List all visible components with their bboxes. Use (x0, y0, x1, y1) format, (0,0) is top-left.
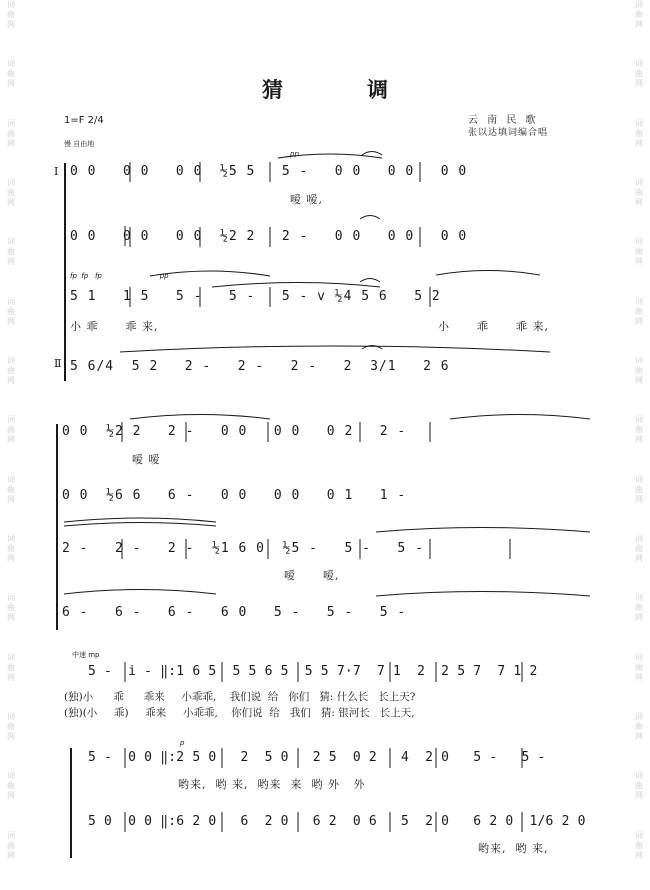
watermark-char: 网 (635, 731, 643, 741)
watermark-char: 词 (635, 533, 643, 543)
watermark-char: 网 (635, 494, 643, 504)
lyric-line: 小 乖 乖 来, (70, 320, 159, 333)
watermark-char: 网 (635, 79, 643, 89)
watermark-char: 曲 (7, 247, 15, 257)
watermark-char: 网 (635, 20, 643, 29)
watermark-char: 网 (635, 257, 643, 267)
watermark-char: 词 (7, 296, 15, 306)
watermark-char: 词 (635, 711, 643, 721)
lyric-line: 嗳 嗳, (290, 193, 323, 206)
watermark-char: 网 (7, 20, 15, 29)
arranger-credit: 张以达填词编合唱 (468, 128, 549, 138)
watermark-char: 曲 (635, 425, 643, 435)
watermark-char: 词 (635, 0, 643, 9)
watermark-char: 曲 (7, 543, 15, 553)
staff-row-lower: 5 0 0 0 ‖:6 2 0 6 2 0 6 2 0 6 5 2 0 6 2 0 1/6 2 0 (88, 814, 586, 829)
watermark-char: 曲 (635, 128, 643, 138)
lyric-line: 哟来, 哟 来, 哟来 来 哟 外 外 (178, 778, 366, 791)
staff-row-alto: 0 0 0 0 0 0 ½2 2 2 - 0 0 0 0 0 0 (70, 229, 468, 244)
watermark-char: 曲 (7, 781, 15, 791)
watermark-char: 曲 (7, 187, 15, 197)
watermark-char: 词 (635, 355, 643, 365)
watermark-char: 曲 (7, 128, 15, 138)
voice-label-two: Ⅱ (54, 357, 62, 370)
watermark-char: 词 (7, 237, 15, 247)
staff-row-upper: 5 - 0 0 ‖:2 5 0 2 5 0 2 5 0 2 4 2 0 5 - 5 - (88, 750, 546, 765)
watermark-char: 曲 (635, 781, 643, 791)
watermark-char: 网 (7, 553, 15, 563)
watermark-char: 曲 (635, 603, 643, 613)
watermark-char: 网 (7, 791, 15, 801)
watermark-char: 曲 (635, 187, 643, 197)
voice-label-one: Ⅰ (54, 165, 59, 178)
tempo-marking: 慢 自由地 (64, 140, 95, 148)
watermark-char: 网 (635, 672, 643, 682)
watermark-char: 曲 (635, 484, 643, 494)
watermark-char: 词 (635, 296, 643, 306)
watermark-char: 词 (635, 177, 643, 187)
watermark-char: 词 (7, 177, 15, 187)
watermark-char: 网 (7, 257, 15, 267)
lyric-line: (独)小 乖 乖来 小乖乖, 我们说 给 你们 猜: 什么长 长上天? (64, 691, 416, 703)
watermark-char: 曲 (635, 840, 643, 850)
watermark-char: 网 (7, 316, 15, 326)
watermark-char: 网 (7, 672, 15, 682)
watermark-char: 曲 (635, 662, 643, 672)
watermark-char: 曲 (7, 603, 15, 613)
watermark-char: 词 (635, 771, 643, 781)
watermark-char: 曲 (635, 721, 643, 731)
watermark-char: 网 (635, 316, 643, 326)
watermark-char: 曲 (635, 10, 643, 19)
watermark-char: 词 (7, 593, 15, 603)
watermark-char: 词 (7, 355, 15, 365)
staff-row-bass: 6 - 6 - 6 - 6 0 5 - 5 - 5 - (62, 605, 407, 620)
watermark-char: 曲 (7, 306, 15, 316)
watermark-char: 曲 (635, 543, 643, 553)
watermark-char: 词 (7, 118, 15, 128)
staff-row-tenor: 5 1 1 5 5 - 5 - 5 - v ½4 5 6 5 2 (70, 289, 441, 304)
watermark-char: 词 (7, 0, 15, 9)
watermark-char: 网 (7, 494, 15, 504)
watermark-char: 曲 (635, 247, 643, 257)
lyric-line: 哟来, 哟 来, (478, 842, 549, 855)
dynamic-marking: fp fp fp pp (70, 272, 169, 280)
watermark-char: 网 (635, 791, 643, 801)
dynamic-marking: pp (290, 150, 299, 158)
watermark-char: 曲 (635, 69, 643, 79)
watermark-char: 词 (7, 830, 15, 840)
watermark-char: 网 (7, 731, 15, 741)
watermark-char: 曲 (7, 10, 15, 19)
watermark-char: 词 (7, 415, 15, 425)
key-signature: 1=F 2/4 (64, 115, 104, 126)
lyric-line: 小 乖 乖 来, (438, 320, 549, 333)
watermark-char: 曲 (7, 484, 15, 494)
watermark-char: 网 (7, 613, 15, 623)
watermark-char: 曲 (635, 306, 643, 316)
watermark-char: 曲 (7, 69, 15, 79)
lyric-line: 嗳 嗳, (284, 569, 340, 582)
watermark-char: 曲 (635, 365, 643, 375)
staff-row-bass: 5 6/4 5 2 2 - 2 - 2 - 2 3/1 2 6 (70, 359, 450, 374)
watermark-char: 词 (635, 474, 643, 484)
watermark-char: 词 (635, 237, 643, 247)
watermark-char: 网 (635, 138, 643, 148)
song-title: 猜调 (262, 77, 472, 102)
watermark-char: 词 (635, 593, 643, 603)
watermark-char: 词 (635, 652, 643, 662)
watermark-char: 网 (635, 375, 643, 385)
watermark-char: 词 (635, 59, 643, 69)
watermark-char: 曲 (7, 662, 15, 672)
watermark-char: 曲 (7, 365, 15, 375)
watermark-char: 曲 (7, 840, 15, 850)
staff-row-alto: 0 0 ½6 6 6 - 0 0 0 0 0 1 1 - (62, 488, 407, 503)
watermark-char: 词 (7, 474, 15, 484)
watermark-char: 网 (7, 850, 15, 860)
staff-row-tenor: 2 - 2 - 2 - ½1 6 0 ½5 - 5 - 5 - (62, 541, 424, 556)
watermark-char: 网 (7, 138, 15, 148)
dynamic-marking: p (180, 739, 185, 747)
origin: 云 南 民 歌 (468, 115, 539, 126)
staff-row-soprano: 0 0 0 0 0 0 ½5 5 5 - 0 0 0 0 0 0 (70, 164, 468, 179)
watermark-char: 词 (7, 652, 15, 662)
watermark-char: 网 (635, 435, 643, 445)
watermark-char: 曲 (7, 425, 15, 435)
watermark-char: 网 (635, 613, 643, 623)
watermark-char: 网 (7, 375, 15, 385)
watermark-char: 网 (7, 197, 15, 207)
watermark-char: 曲 (7, 721, 15, 731)
watermark-char: 词 (7, 533, 15, 543)
watermark-char: 网 (635, 850, 643, 860)
watermark-char: 词 (635, 415, 643, 425)
watermark-char: 网 (7, 79, 15, 89)
watermark-char: 词 (635, 118, 643, 128)
watermark-char: 词 (7, 711, 15, 721)
tempo-marking: 中速 mp (72, 651, 100, 659)
melody-row: 5 - i - ‖:1 6 5 5 5 6 5 5 5 7·7 7 1 2 2 5 7 7 1 2 (88, 664, 538, 679)
lyric-line: 嗳 嗳 (132, 453, 161, 466)
watermark-char: 词 (7, 771, 15, 781)
watermark-char: 网 (635, 197, 643, 207)
staff-row-soprano: 0 0 ½2 2 2 - 0 0 0 0 0 2 2 - (62, 424, 407, 439)
watermark-char: 词 (635, 830, 643, 840)
lyric-line: (独)(小 乖) 乖来 小乖乖, 你们说 给 我们 猜: 银河长 长上天, (64, 707, 415, 719)
watermark-char: 词 (7, 59, 15, 69)
watermark-char: 网 (7, 435, 15, 445)
watermark-char: 网 (635, 553, 643, 563)
